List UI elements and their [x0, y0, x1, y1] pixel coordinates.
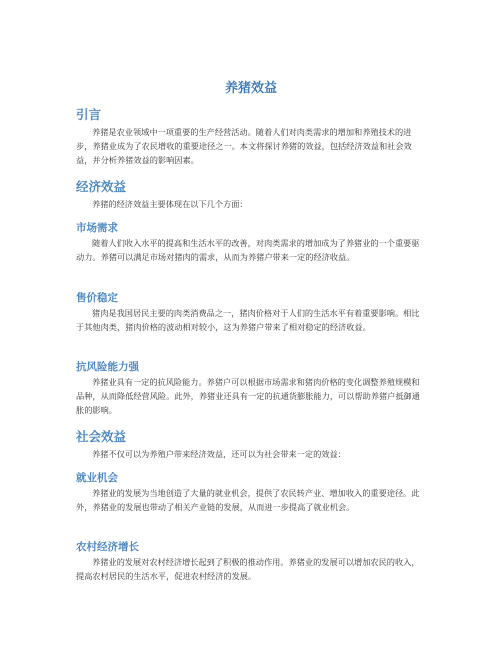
heading-risk-resistance: 抗风险能力强 [76, 361, 139, 373]
paragraph-market-demand: 随着人们收入水平的提高和生活水平的改善，对肉类需求的增加成为了养猪业的一个重要驱动力。养猪可以满足市场对猪肉的需求，从而为养猪户带来一定的经济收益。 [76, 238, 420, 262]
document-title: 养猪效益 [224, 81, 277, 96]
heading-intro: 引言 [76, 107, 102, 122]
paragraph-rural-growth: 养猪业的发展对农村经济增长起到了积极的推动作用。养猪业的发展可以增加农民的收入，提高农村居民的生活水平，促进农村经济的发展。 [76, 557, 420, 581]
heading-jobs: 就业机会 [76, 472, 118, 484]
heading-stable-price: 售价稳定 [76, 292, 118, 304]
paragraph-jobs: 养猪业的发展为当地创造了大量的就业机会，提供了农民转产业、增加收入的重要途径。此外，养猪业的发展也带动了相关产业链的发展，从而进一步提高了就业机会。 [76, 488, 420, 512]
paragraph-social: 养猪不仅可以为养殖户带来经济效益，还可以为社会带来一定的效益： [92, 449, 346, 459]
heading-market-demand: 市场需求 [76, 222, 118, 234]
heading-rural-growth: 农村经济增长 [76, 541, 139, 553]
paragraph-stable-price: 猪肉是我国居民主要的肉类消费品之一，猪肉价格对于人们的生活水平有着重要影响。相比于其他肉类，猪肉价格的波动相对较小，这为养猪户带来了相对稳定的经济收益。 [76, 308, 420, 332]
paragraph-economic: 养猪的经济效益主要体现在以下几个方面： [92, 199, 248, 209]
heading-economic: 经济效益 [76, 179, 127, 194]
heading-social: 社会效益 [76, 429, 127, 444]
paragraph-risk-resistance: 养猪业具有一定的抗风险能力。养猪户可以根据市场需求和猪肉价格的变化调整养殖规模和品种，从而降低经营风险。此外，养猪业还具有一定的抗通货膨胀能力，可以帮助养猪户抵御通胀的影响。 [76, 377, 420, 415]
paragraph-intro: 养猪是农业领域中一项重要的生产经营活动。随着人们对肉类需求的增加和养殖技术的进步，养猪业成为了农民增收的重要途径之一。本文将探讨养猪的效益，包括经济效益和社会效益，并分析养猪效益的影响因素。 [76, 127, 412, 165]
